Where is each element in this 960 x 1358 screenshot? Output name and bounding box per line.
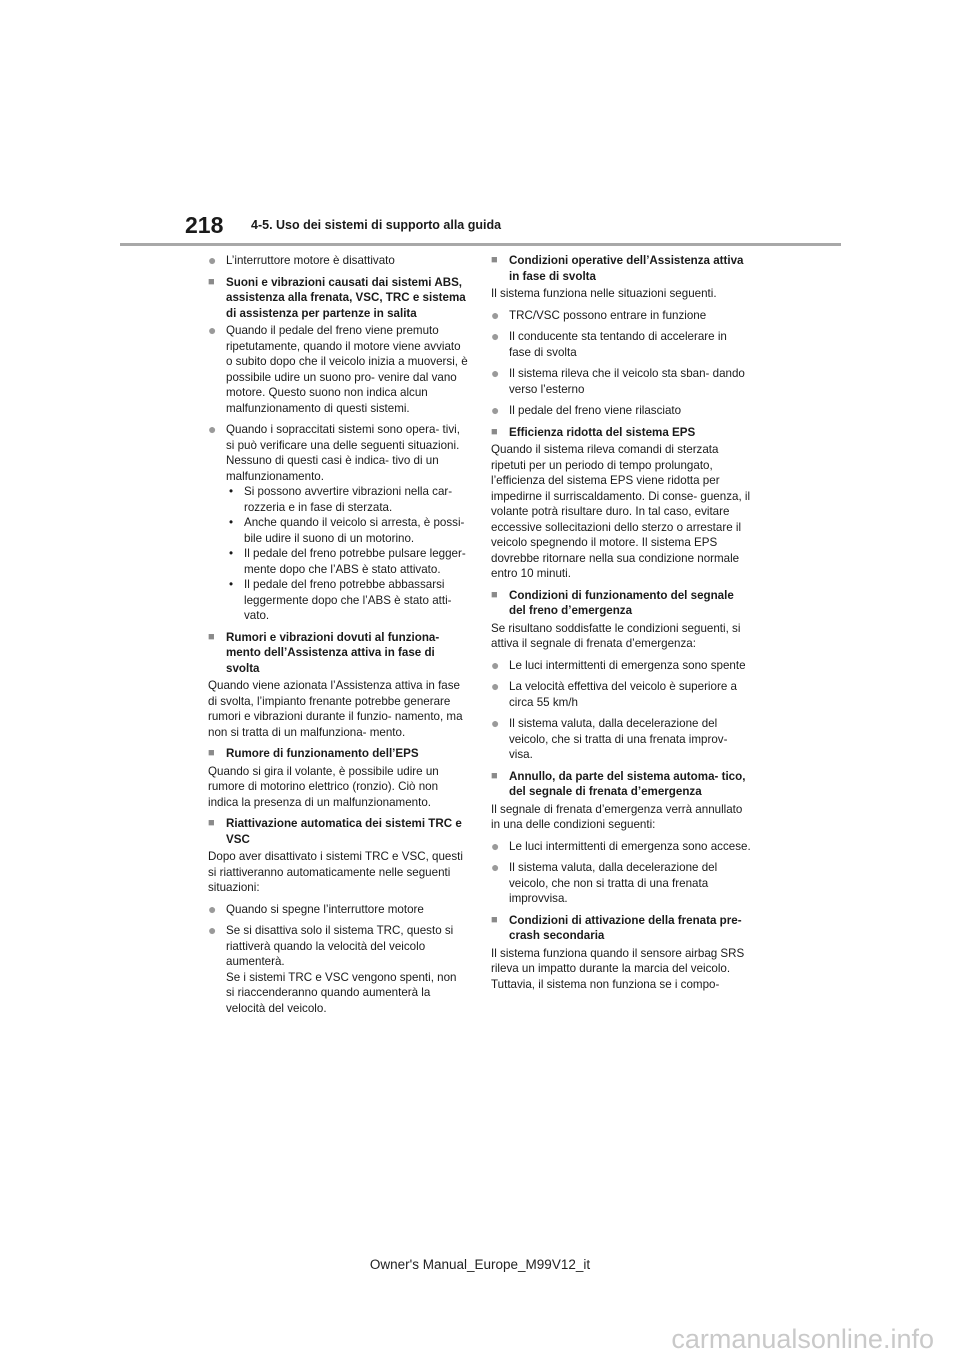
bullet-text: Quando il pedale del freno viene premuto ripetutamente, quando il motore viene avviato o subito dopo che il veicolo inizia a muoversi, è possibile udire un suono pro- venire dal vano motore. Questo suono non indica alcun malfunzionamento di questi sistemi. [226, 324, 468, 415]
bullet-text: Le luci intermittenti di emergenza sono accese. [509, 839, 751, 853]
bullet-dot-icon: ● [208, 322, 217, 338]
bullet-text: Quando si spegne l’interruttore motore [226, 902, 424, 916]
bullet-text: Se si disattiva solo il sistema TRC, questo si riattiverà quando la velocità del veicolo aumenterà. [226, 924, 454, 968]
bullet-item [491, 329, 751, 360]
bullet-text: TRC/VSC possono entrare in funzione [509, 308, 707, 322]
sub-bullet-icon: • [229, 578, 234, 591]
bullet-dot-icon: ● [491, 328, 500, 344]
heading-square-icon: ■ [208, 630, 215, 643]
heading-text: Suoni e vibrazioni causati dai sistemi ABS, assistenza alla frenata, VSC, TRC e sistema di assistenza per partenze in salita [226, 275, 466, 320]
heading-text: Annullo, da parte del sistema automa- tico, del segnale di frenata d’emergenza [509, 769, 746, 798]
heading-square-icon: ■ [491, 425, 498, 438]
bullet-item [491, 679, 751, 710]
paragraph: Il sistema funziona nelle situazioni seguenti. [491, 287, 717, 300]
bullet-item [208, 902, 468, 918]
paragraph: Dopo aver disattivato i sistemi TRC e VSC, questi si riattiveranno automaticamente nelle seguenti situazioni: [208, 850, 463, 894]
header-rule [120, 243, 841, 246]
sub-item [226, 484, 468, 515]
heading-text: Rumore di funzionamento dell’EPS [226, 747, 419, 760]
sub-bullet-icon: • [229, 516, 234, 529]
bullet-dot-icon: ● [491, 365, 500, 381]
bullet-item [208, 253, 468, 269]
bullet-dot-icon: ● [208, 421, 217, 437]
heading-square-icon: ■ [491, 913, 498, 926]
watermark-logo: carmanualsonline.info [671, 1324, 934, 1354]
section-title: 4-5. Uso dei sistemi di supporto alla guida [251, 218, 502, 232]
sub-item [226, 577, 468, 624]
bullet-text: Il sistema valuta, dalla decelerazione del veicolo, che non si tratta di una frenata improvvisa. [509, 861, 718, 905]
sub-bullet-icon: • [229, 485, 234, 498]
paragraph: Il sistema funziona quando il sensore airbag SRS rileva un impatto durante la marcia del veicolo. [491, 946, 745, 975]
bullet-dot-icon: ● [208, 900, 217, 917]
left-column [208, 253, 468, 1022]
section-heading [208, 275, 468, 322]
bullet-item [491, 658, 751, 674]
heading-square-icon: ■ [491, 769, 498, 782]
section-heading [491, 588, 751, 619]
footer-manual-id: Owner's Manual_Europe_M99V12_it [369, 1257, 591, 1272]
bullet-dot-icon: ● [491, 837, 500, 854]
bullet-text: Quando i sopraccitati sistemi sono opera- tivi, si può verificare una delle seguenti situazioni. Nessuno di questi casi è indica- tivo di un malfunzionamento. [226, 423, 460, 483]
sub-text: Si possono avvertire vibrazioni nella car- rozzeria e in fase di sterzata. [244, 485, 453, 514]
paragraph: Se risultano soddisfatte le condizioni seguenti, si attiva il segnale di frenata d’emergenza: [491, 621, 741, 650]
bullet-dot-icon: ● [491, 306, 500, 323]
heading-text: Riattivazione automatica dei sistemi TRC e VSC [226, 817, 462, 846]
bullet-dot-icon: ● [208, 252, 217, 268]
bullet-text: Le luci intermittenti di emergenza sono spente [509, 658, 746, 672]
bullet-dot-icon: ● [491, 402, 500, 418]
section-heading [491, 769, 751, 800]
heading-text: Condizioni operative dell’Assistenza attiva in fase di svolta [509, 254, 744, 283]
bullet-text: L’interruttore motore è disattivato [226, 254, 395, 267]
section-heading [491, 425, 751, 441]
sub-list [226, 484, 468, 624]
bullet-dot-icon: ● [491, 859, 500, 875]
bullet-item [208, 323, 468, 416]
heading-square-icon: ■ [491, 588, 498, 601]
bullet-dot-icon: ● [491, 715, 500, 731]
heading-square-icon: ■ [491, 254, 498, 266]
bullet-text: La velocità effettiva del veicolo è superiore a circa 55 km/h [509, 680, 737, 709]
sub-text: Il pedale del freno potrebbe abbassarsi leggermente dopo che l’ABS è stato atti- vato. [244, 578, 452, 622]
bullet-text-continuation: Se i sistemi TRC e VSC vengono spenti, non si riaccenderanno quando aumenterà la velocità del veicolo. [226, 970, 457, 1015]
bullet-item [491, 308, 751, 324]
bullet-dot-icon: ● [491, 678, 500, 694]
bullet-item [208, 923, 468, 1016]
bullet-dot-icon: ● [208, 922, 217, 938]
sub-item [226, 515, 468, 546]
bullet-item [491, 839, 751, 855]
bullet-text: Il sistema valuta, dalla decelerazione del veicolo, che si tratta di una frenata improv- visa. [509, 717, 728, 761]
bullet-item [491, 403, 751, 419]
paragraph-continuation: Tuttavia, il sistema non funziona se i compo- [491, 977, 720, 991]
section-heading [208, 630, 468, 677]
heading-text: Condizioni di funzionamento del segnale del freno d’emergenza [509, 588, 734, 617]
bullet-dot-icon: ● [491, 656, 500, 673]
section-heading [491, 253, 751, 284]
section-heading [208, 816, 468, 847]
heading-text: Rumori e vibrazioni dovuti al funziona- mento dell’Assistenza attiva in fase di svolta [226, 630, 440, 675]
page-number: 218 [185, 212, 224, 238]
sub-item [226, 546, 468, 577]
paragraph: Quando il sistema rileva comandi di sterzata ripetuti per un periodo di tempo prolungato, l’efficienza del sistema EPS viene ridotta per impedirne il surriscaldamento. Di conse- guenza, il volante potrà risultare duro. In tal caso, evitare eccessive sollecitazioni dello sterzo o arrestare il veicolo spegnendo il motore. Il sistema EPS dovrebbe ritornare nella sua condizione normale entro 10 minuti. [491, 443, 751, 580]
sub-bullet-icon: • [229, 547, 234, 560]
sub-text: Anche quando il veicolo si arresta, è possi- bile udire il suono di un motorino. [244, 516, 465, 545]
paragraph: Quando viene azionata l’Assistenza attiva in fase di svolta, l’impianto frenante potrebbe generare rumori e vibrazioni durante il funzio- namento, ma non si tratta di un malfunziona- mento. [208, 679, 463, 739]
bullet-item [491, 716, 751, 763]
paragraph: Il segnale di frenata d’emergenza verrà annullato in una delle condizioni seguenti: [491, 802, 743, 831]
bullet-text: Il sistema rileva che il veicolo sta sban- dando verso l’esterno [509, 367, 745, 396]
section-heading [491, 913, 751, 944]
right-column [491, 253, 751, 992]
heading-square-icon: ■ [208, 817, 215, 829]
heading-square-icon: ■ [208, 747, 215, 759]
section-heading [208, 746, 468, 762]
bullet-item [208, 422, 468, 624]
bullet-item [491, 366, 751, 397]
bullet-item [491, 860, 751, 907]
heading-text: Efficienza ridotta del sistema EPS [509, 425, 696, 439]
bullet-text: Il conducente sta tentando di accelerare in fase di svolta [509, 330, 727, 359]
heading-text: Condizioni di attivazione della frenata pre-crash secondaria [509, 913, 742, 942]
paragraph: Quando si gira il volante, è possibile udire un rumore di motorino elettrico (ronzio). Ciò non indica la presenza di un malfunzionamento. [208, 764, 439, 809]
heading-square-icon: ■ [208, 275, 215, 288]
bullet-text: Il pedale del freno viene rilasciato [509, 404, 682, 417]
sub-text: Il pedale del freno potrebbe pulsare legger- mente dopo che l’ABS è stato attivato. [244, 547, 466, 576]
